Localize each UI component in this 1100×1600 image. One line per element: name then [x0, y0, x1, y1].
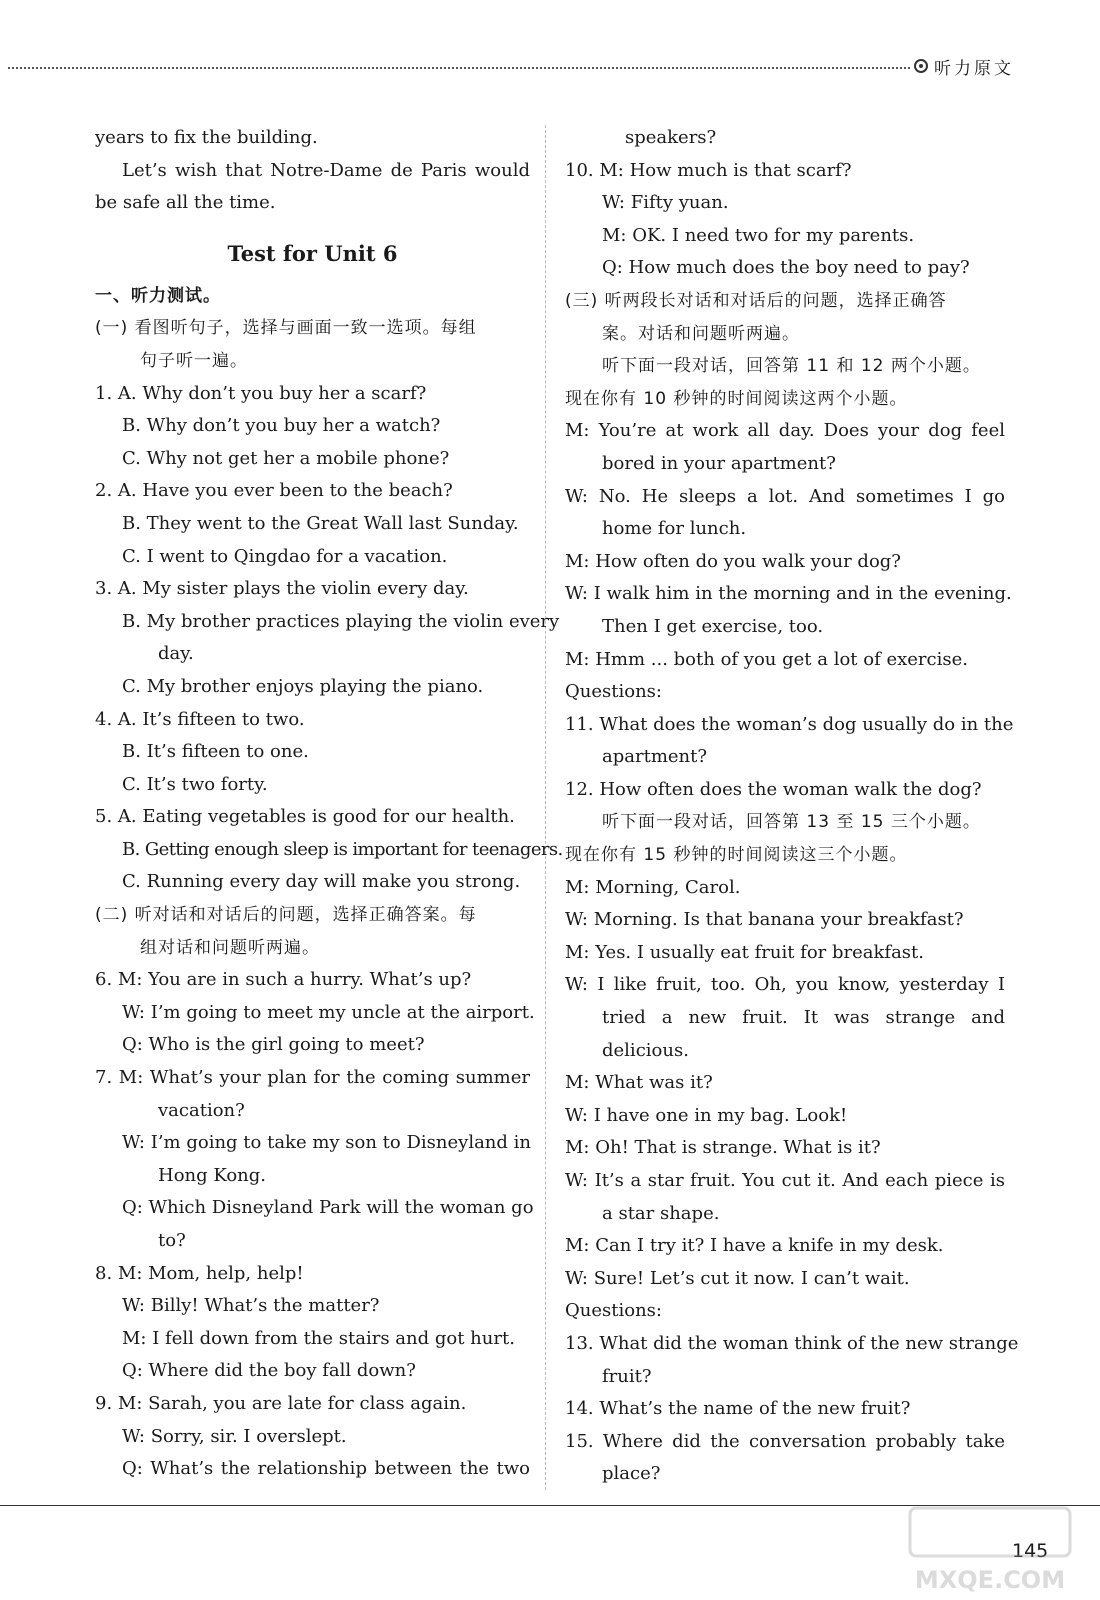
text-line: M: Hmm ... both of you get a lot of exercise. [565, 648, 968, 670]
text-line: 14. What’s the name of the new fruit? [565, 1398, 911, 1420]
text-line: W: Billy! What’s the matter? [122, 1295, 380, 1317]
text-line: Q: What’s the relationship between the two [122, 1458, 530, 1480]
text-line: B. They went to the Great Wall last Sunday. [122, 512, 519, 534]
text-line: 现在你有 15 秒钟的时间阅读这三个小题。 [565, 845, 908, 866]
header-title: 听力原文 [934, 59, 1014, 79]
text-line: 6. M: You are in such a hurry. What’s up? [95, 969, 472, 991]
text-line: 12. How often does the woman walk the dog? [565, 778, 982, 800]
text-line: W: I’m going to meet my uncle at the airport. [122, 1001, 535, 1023]
section-title: Test for Unit 6 [227, 240, 398, 266]
text-line: (一) 看图听句子，选择与画面一致一选项。每组 [95, 318, 477, 339]
text-line: M: Oh! That is strange. What is it? [565, 1137, 881, 1159]
text-line: 13. What did the woman think of the new strange [565, 1332, 1019, 1354]
text-line: 现在你有 10 秒钟的时间阅读这两个小题。 [565, 388, 908, 409]
text-line: place? [602, 1463, 661, 1485]
text-line: W: Fifty yuan. [602, 192, 729, 214]
text-line: B. Getting enough sleep is important for teenagers. [122, 838, 563, 860]
text-line: a star shape. [602, 1202, 720, 1224]
text-line: be safe all the time. [95, 192, 276, 214]
text-line: home for lunch. [602, 518, 747, 540]
text-line: 7. M: What’s your plan for the coming summer [95, 1067, 530, 1089]
text-line: 5. A. Eating vegetables is good for our health. [95, 806, 515, 828]
text-line: to? [158, 1230, 186, 1251]
right-column [565, 122, 1019, 1491]
text-line: tried a new fruit. It was strange and [602, 1007, 1005, 1029]
text-line: Questions: [565, 1300, 662, 1322]
text-line: B. Why don’t you buy her a watch? [122, 415, 441, 437]
text-line: speakers? [625, 127, 717, 148]
text-line: W: I’m going to take my son to Disneyland in [122, 1132, 531, 1154]
header-bullet-icon [914, 59, 928, 73]
text-line: 案。对话和问题听两遍。 [602, 323, 800, 344]
text-line: Let’s wish that Notre-Dame de Paris would [122, 159, 530, 181]
text-line: 组对话和问题听两遍。 [140, 937, 320, 958]
column-divider [545, 125, 546, 1490]
text-line: M: You’re at work all day. Does your dog feel [565, 420, 1005, 442]
text-line: C. My brother enjoys playing the piano. [122, 675, 484, 697]
text-line: 9. M: Sarah, you are late for class again. [95, 1392, 467, 1414]
text-line: M: Morning, Carol. [565, 876, 741, 898]
text-line: delicious. [602, 1039, 689, 1061]
text-line: W: It’s a star fruit. You cut it. And each piece is [565, 1170, 1005, 1191]
text-line: M: OK. I need two for my parents. [602, 224, 915, 246]
text-line: bored in your apartment? [602, 452, 836, 474]
text-line: 句子听一遍。 [140, 350, 248, 371]
text-line: 一、听力测试。 [95, 285, 221, 306]
text-line: C. I went to Qingdao for a vacation. [122, 545, 448, 567]
text-line: M: I fell down from the stairs and got hurt. [122, 1327, 515, 1349]
text-line: 11. What does the woman’s dog usually do in the [565, 713, 1014, 735]
text-line: (二) 听对话和对话后的问题，选择正确答案。每 [95, 905, 477, 926]
text-line: 8. M: Mom, help, help! [95, 1262, 304, 1284]
text-line: W: Sorry, sir. I overslept. [122, 1425, 347, 1447]
page-number: 145 [1012, 1540, 1049, 1562]
svg-text:MXQE.COM: MXQE.COM [914, 1566, 1066, 1594]
text-line: vacation? [158, 1099, 245, 1121]
text-line: years to fix the building. [95, 127, 318, 148]
text-line: W: I have one in my bag. Look! [565, 1104, 848, 1126]
text-line: B. It’s fifteen to one. [122, 741, 309, 763]
text-line: W: I like fruit, too. Oh, you know, yesterday I [565, 974, 1005, 996]
text-line: Questions: [565, 681, 662, 703]
text-line: Q: Who is the girl going to meet? [122, 1034, 425, 1056]
text-line: Q: Which Disneyland Park will the woman go [122, 1197, 534, 1219]
text-line: 1. A. Why don’t you buy her a scarf? [95, 382, 427, 404]
text-line: day. [158, 643, 194, 665]
text-line: 3. A. My sister plays the violin every day. [95, 578, 469, 600]
text-line: 4. A. It’s fifteen to two. [95, 708, 305, 730]
text-line: W: Sure! Let’s cut it now. I can’t wait. [565, 1267, 910, 1289]
text-line: C. It’s two forty. [122, 773, 268, 795]
header-dotted-rule [8, 67, 910, 69]
text-line: M: Yes. I usually eat fruit for breakfast. [565, 941, 924, 963]
watermark-logo [900, 1500, 1080, 1600]
page-header [0, 58, 1020, 82]
text-line: W: No. He sleeps a lot. And sometimes I go [565, 485, 1005, 507]
text-line: M: What was it? [565, 1072, 713, 1094]
text-line: B. My brother practices playing the violin every [122, 610, 560, 632]
text-line: M: Can I try it? I have a knife in my desk. [565, 1235, 944, 1257]
text-line: C. Why not get her a mobile phone? [122, 447, 450, 469]
text-line: Q: Where did the boy fall down? [122, 1360, 416, 1382]
text-line: C. Running every day will make you strong. [122, 871, 521, 893]
text-line: (三) 听两段长对话和对话后的问题，选择正确答 [565, 290, 947, 311]
text-line: Hong Kong. [158, 1164, 267, 1186]
text-line: apartment? [602, 746, 708, 768]
text-line: 听下面一段对话，回答第 11 和 12 两个小题。 [602, 356, 981, 377]
left-column [95, 122, 563, 1486]
text-line: 15. Where did the conversation probably take [565, 1430, 1005, 1452]
text-line: fruit? [602, 1365, 652, 1387]
text-line: W: Morning. Is that banana your breakfast? [565, 909, 964, 931]
text-line: Q: How much does the boy need to pay? [602, 257, 970, 279]
text-line: 10. M: How much is that scarf? [565, 159, 852, 181]
text-line: 2. A. Have you ever been to the beach? [95, 480, 453, 502]
text-line: M: How often do you walk your dog? [565, 550, 901, 572]
text-line: Then I get exercise, too. [602, 615, 824, 637]
text-line: 听下面一段对话，回答第 13 至 15 三个小题。 [602, 812, 981, 833]
text-line: W: I walk him in the morning and in the evening. [565, 583, 1012, 605]
